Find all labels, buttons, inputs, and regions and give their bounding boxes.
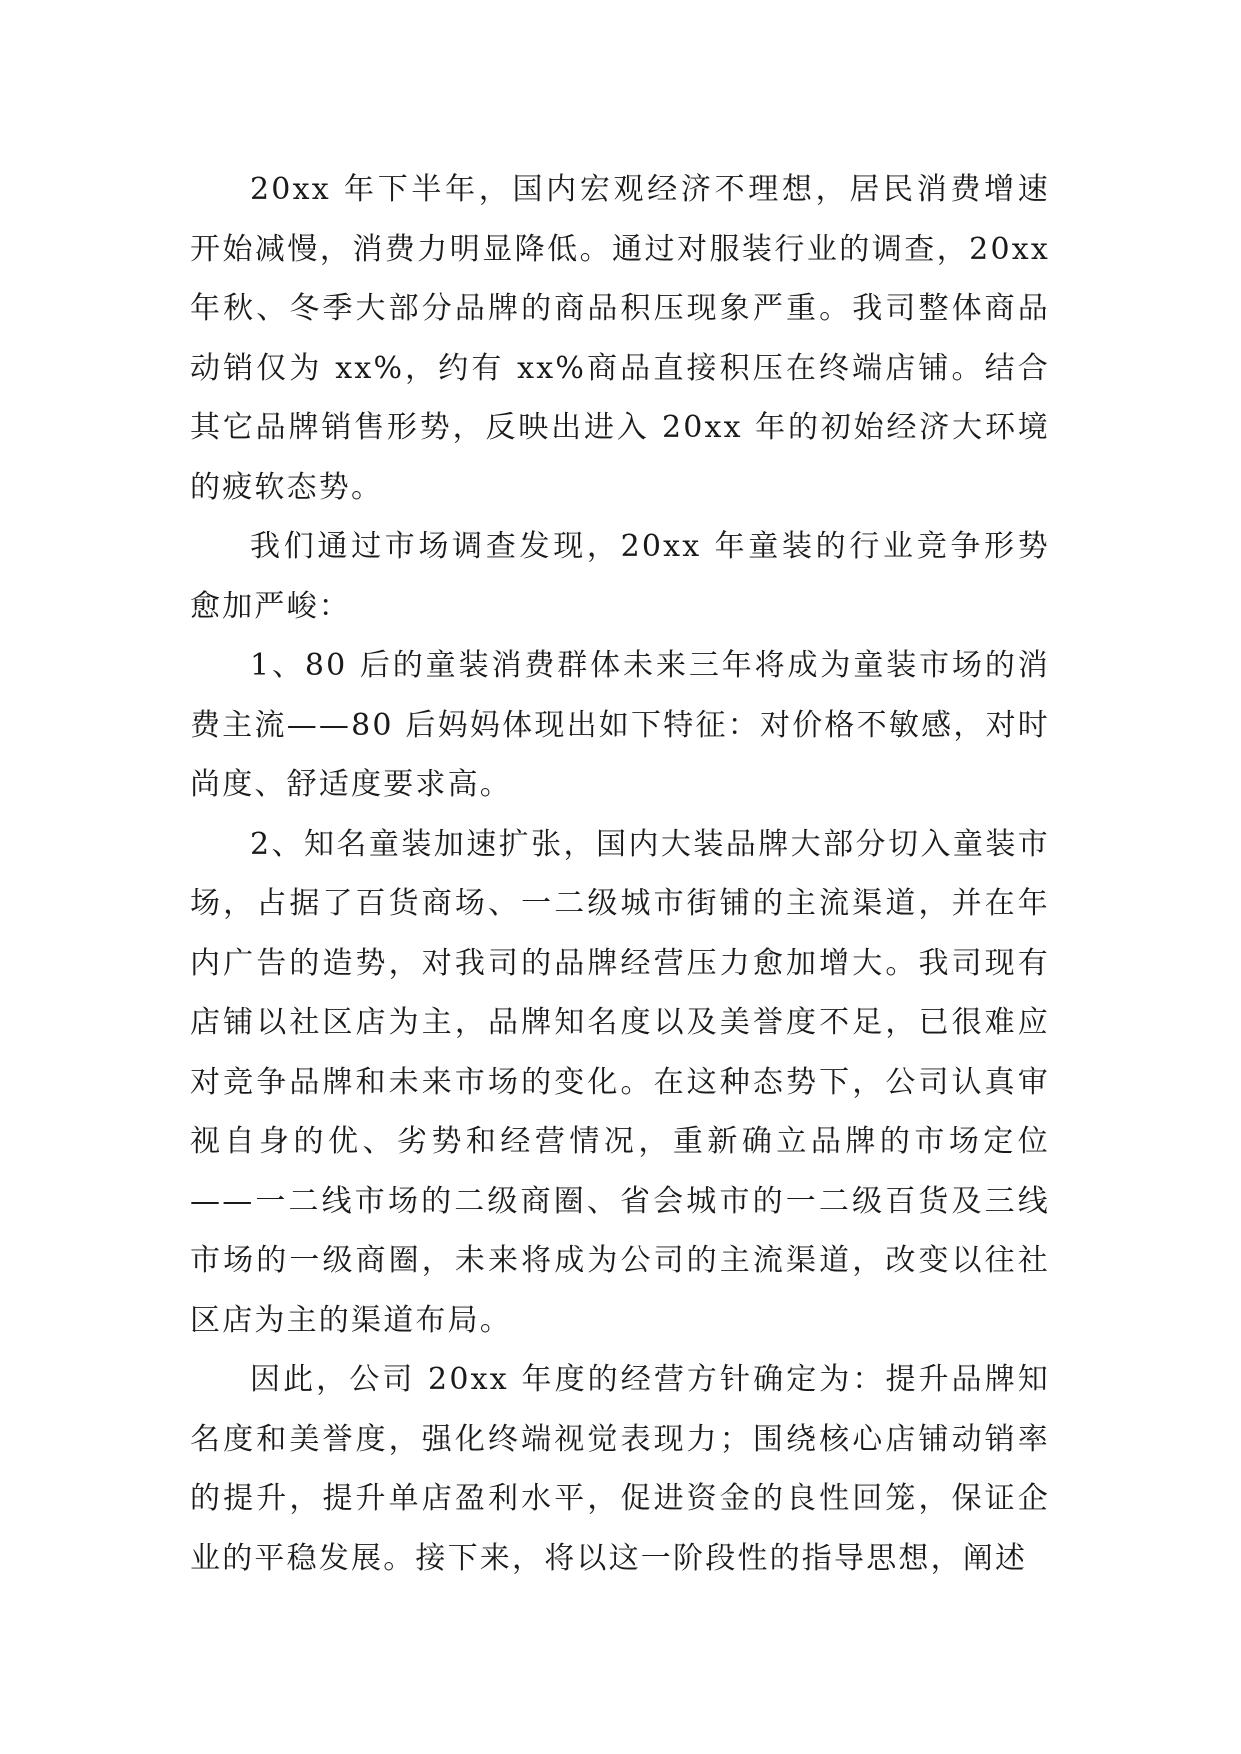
paragraph-economic-overview: 20xx 年下半年，国内宏观经济不理想，居民消费增速开始减慢，消费力明显降低。通过对服装行业的调查，20xx 年秋、冬季大部分品牌的商品积压现象严重。我司整体商品动销仅为 xx%，约有 xx%商品直接积压在终端店铺。结合其它品牌销售形势，反映出进入 20xx 年的初始经济大环境的疲软态势。 [190, 172, 1050, 505]
paragraph-point-2: 2、知名童装加速扩张，国内大装品牌大部分切入童装市场，占据了百货商场、一二级城市街铺的主流渠道，并在年内广告的造势，对我司的品牌经营压力愈加增大。我司现有店铺以社区店为主，品牌知名度以及美誉度不足，已很难应对竞争品牌和未来市场的变化。在这种态势下，公司认真审视自身的优、劣势和经营情况，重新确立品牌的市场定位——一二线市场的二级商圈、省会城市的一二级百货及三线市场的一级商圈，未来将成为公司的主流渠道，改变以往社区店为主的渠道布局。 [190, 826, 1050, 1338]
paragraph-point-1: 1、80 后的童装消费群体未来三年将成为童装市场的消费主流——80 后妈妈体现出如下特征：对价格不敏感，对时尚度、舒适度要求高。 [190, 648, 1050, 802]
paragraph-market-survey: 我们通过市场调查发现，20xx 年童装的行业竞争形势愈加严峻： [190, 529, 1050, 624]
paragraph-business-policy: 因此，公司 20xx 年度的经营方针确定为：提升品牌知名度和美誉度，强化终端视觉表现力；围绕核心店铺动销率的提升，提升单店盈利水平，促进资金的良性回笼，保证企业的平稳发展。接下来，将以这一阶段性的指导思想，阐述 [190, 1362, 1050, 1576]
document-body [190, 160, 1050, 1588]
